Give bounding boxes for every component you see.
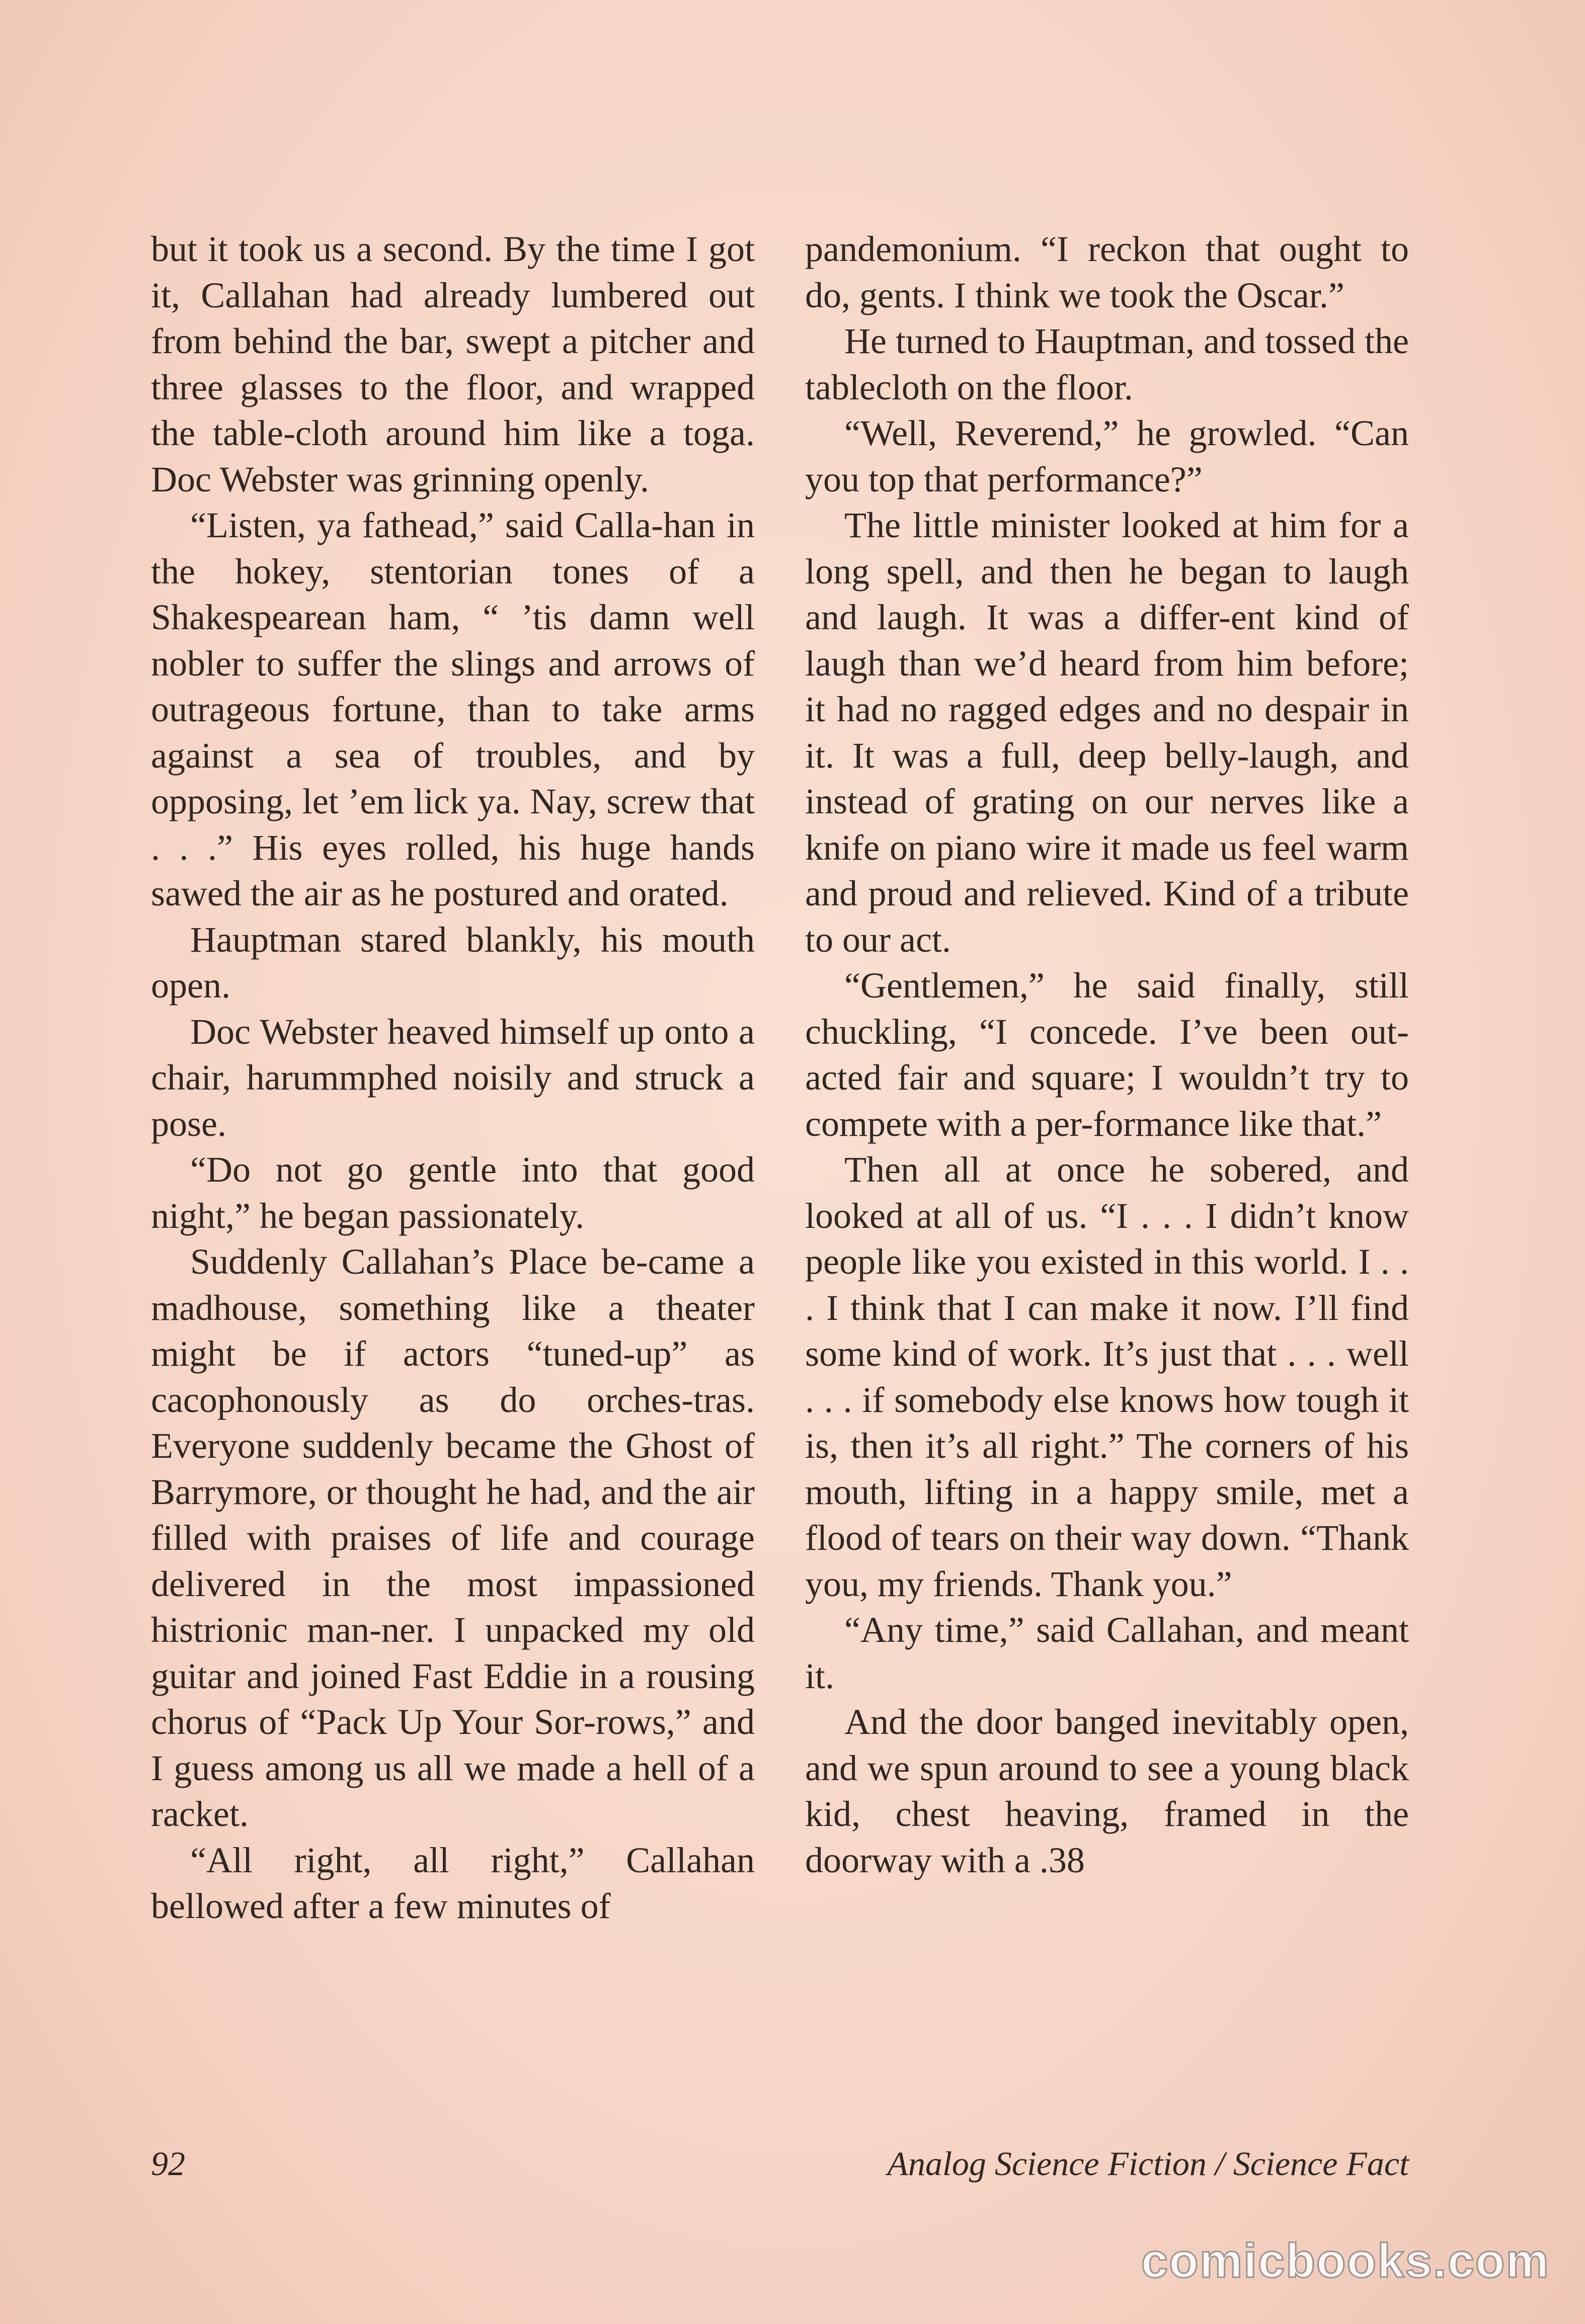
running-head: Analog Science Fiction / Science Fact: [887, 2144, 1409, 2183]
paragraph: “All right, all right,” Callahan bellowed after a few minutes of: [151, 1840, 755, 1926]
text-column-right: [805, 226, 1409, 1883]
paragraph: And the door banged inevitably open, and we spun around to see a young black kid, chest heaving, framed in the doorway with a .38: [805, 1702, 1409, 1880]
paragraph: “Gentlemen,” he said finally, still chuckling, “I concede. I’ve been out-acted fair and square; I wouldn’t try to compete with a per-formance like that.”: [805, 965, 1409, 1144]
paragraph: Then all at once he sobered, and looked at all of us. “I . . . I didn’t know people like you existed in this world. I . . . I think that I can make it now. I’ll find some kind of work. It’s just that . . . well . . . if somebody else knows how tough it is, then it’s all right.” The corners of his mouth, lifting in a happy smile, met a flood of tears on their way down. “Thank you, my friends. Thank you.”: [805, 1149, 1409, 1604]
paragraph: He turned to Hauptman, and tossed the tablecloth on the floor.: [805, 321, 1409, 407]
paragraph: “Do not go gentle into that good night,” he began passionately.: [151, 1149, 755, 1236]
watermark-logo: comicbooks.com: [1141, 2234, 1550, 2288]
paragraph: “Any time,” said Callahan, and meant it.: [805, 1610, 1409, 1696]
paragraph: but it took us a second. By the time I got it, Callahan had already lumbered out from behind the bar, swept a pitcher and three glasses to the floor, and wrapped the table-cloth around him like a toga. Doc Webster was grinning openly.: [151, 229, 755, 500]
paragraph: The little minister looked at him for a long spell, and then he began to laugh and laugh. It was a differ-ent kind of laugh than we’d heard from him before; it had no ragged edges and no despair in it. It was a full, deep belly-laugh, and instead of grating on our nerves like a knife on piano wire it made us feel warm and proud and relieved. Kind of a tribute to our act.: [805, 505, 1409, 960]
paragraph: “Well, Reverend,” he growled. “Can you top that performance?”: [805, 413, 1409, 500]
text-column-left: [151, 226, 755, 1930]
paragraph: Doc Webster heaved himself up onto a chair, harummphed noisily and struck a pose.: [151, 1011, 755, 1144]
paragraph: Suddenly Callahan’s Place be-came a madhouse, something like a theater might be if actors “tuned-up” as cacophonously as do orches-tras. Everyone suddenly became the Ghost of Barrymore, or thought he had, and the air filled with praises of life and courage delivered in the most impassioned histrionic man-ner. I unpacked my old guitar and joined Fast Eddie in a rousing chorus of “Pack Up Your Sor-rows,” and I guess among us all we made a hell of a racket.: [151, 1241, 755, 1834]
paragraph: “Listen, ya fathead,” said Calla-han in the hokey, stentorian tones of a Shakespearean ham, “ ’tis damn well nobler to suffer the slings and arrows of outrageous fortune, than to take arms against a sea of troubles, and by opposing, let ’em lick ya. Nay, screw that . . .” His eyes rolled, his huge hands sawed the air as he postured and orated.: [151, 505, 755, 914]
paragraph: pandemonium. “I reckon that ought to do, gents. I think we took the Oscar.”: [805, 229, 1409, 315]
page-number: 92: [151, 2144, 185, 2183]
paragraph: Hauptman stared blankly, his mouth open.: [151, 919, 755, 1006]
